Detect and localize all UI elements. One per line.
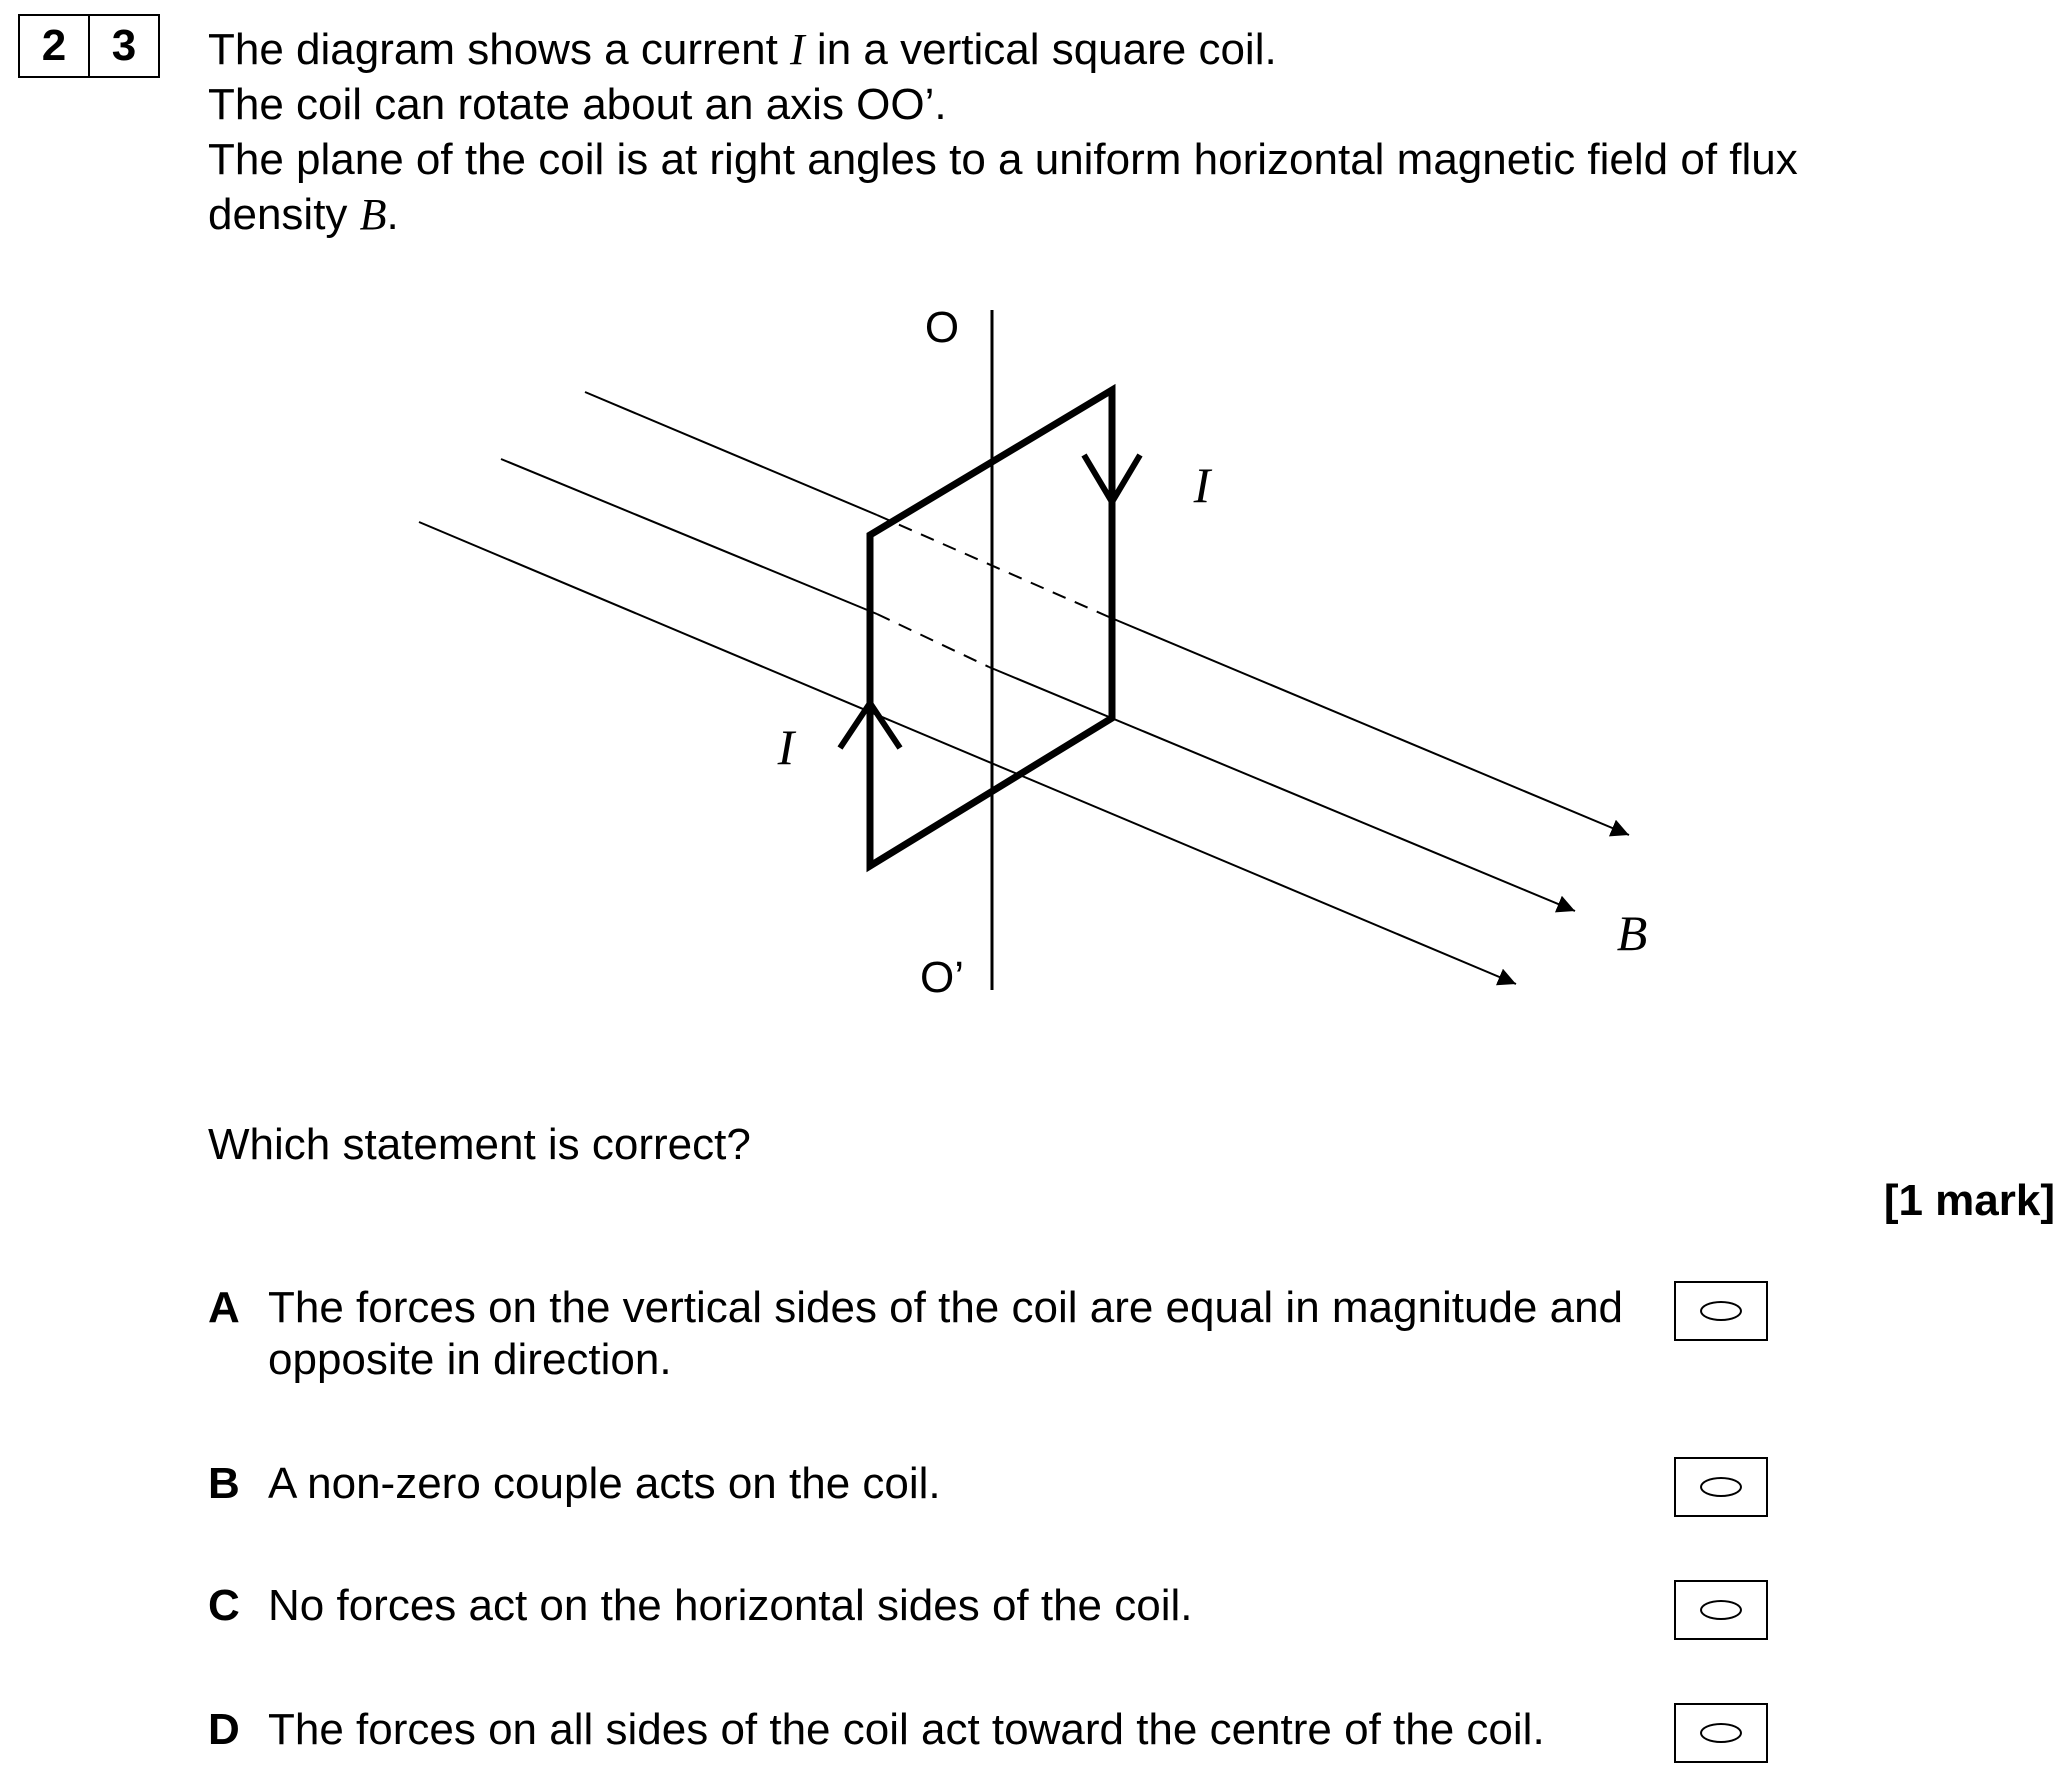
- option-c-text: No forces act on the horizontal sides of the coil.: [268, 1581, 1193, 1630]
- stem-line-1: The diagram shows a current I in a vertical square coil.: [208, 25, 1277, 74]
- label-axis-top: O: [924, 303, 960, 352]
- option-b: [208, 1458, 1648, 1510]
- stem-line-2: The coil can rotate about an axis OO’.: [208, 80, 947, 129]
- question-number-digit-2: 3: [88, 16, 158, 76]
- label-current-left: I: [777, 719, 795, 775]
- option-b-text: A non-zero couple acts on the coil.: [268, 1459, 941, 1508]
- answer-oval-a-icon: [1700, 1301, 1742, 1321]
- option-a: [208, 1282, 1648, 1386]
- label-field-b: B: [1616, 905, 1648, 961]
- option-a-text: The forces on the vertical sides of the coil are equal in magnitude and opposite in direction.: [268, 1283, 1624, 1384]
- field-line-middle: [501, 459, 877, 614]
- field-line-bottom: [419, 522, 1516, 984]
- option-d-text: The forces on all sides of the coil act toward the centre of the coil.: [268, 1705, 1545, 1754]
- answer-box-c[interactable]: [1674, 1580, 1768, 1640]
- answer-oval-c-icon: [1700, 1600, 1742, 1620]
- option-a-letter: A: [208, 1283, 240, 1332]
- magnetic-field-lines: [419, 392, 1629, 984]
- flux-density-symbol: B: [359, 190, 387, 239]
- answer-box-d[interactable]: [1674, 1703, 1768, 1763]
- option-d-letter: D: [208, 1705, 240, 1754]
- mark-allocation: [1 mark]: [1883, 1176, 2055, 1225]
- answer-box-a[interactable]: [1674, 1281, 1768, 1341]
- field-line-top-right: [1109, 617, 1629, 835]
- stem-line-3: The plane of the coil is at right angles to a uniform horizontal magnetic field of flux density B.: [208, 135, 1798, 239]
- question-prompt: Which statement is correct?: [208, 1120, 751, 1169]
- option-c-letter: C: [208, 1581, 240, 1630]
- answer-oval-d-icon: [1700, 1723, 1742, 1743]
- option-c: [208, 1580, 1648, 1632]
- answer-oval-b-icon: [1700, 1477, 1742, 1497]
- option-b-letter: B: [208, 1459, 240, 1508]
- field-line-top: [585, 392, 877, 515]
- answer-box-b[interactable]: [1674, 1457, 1768, 1517]
- question-number-digit-1: 2: [41, 21, 67, 70]
- current-symbol: I: [790, 25, 805, 74]
- option-d: [208, 1704, 1648, 1756]
- field-line-middle-right: [989, 667, 1575, 911]
- label-axis-bottom: O’: [920, 953, 964, 1002]
- label-current-right: I: [1193, 457, 1211, 513]
